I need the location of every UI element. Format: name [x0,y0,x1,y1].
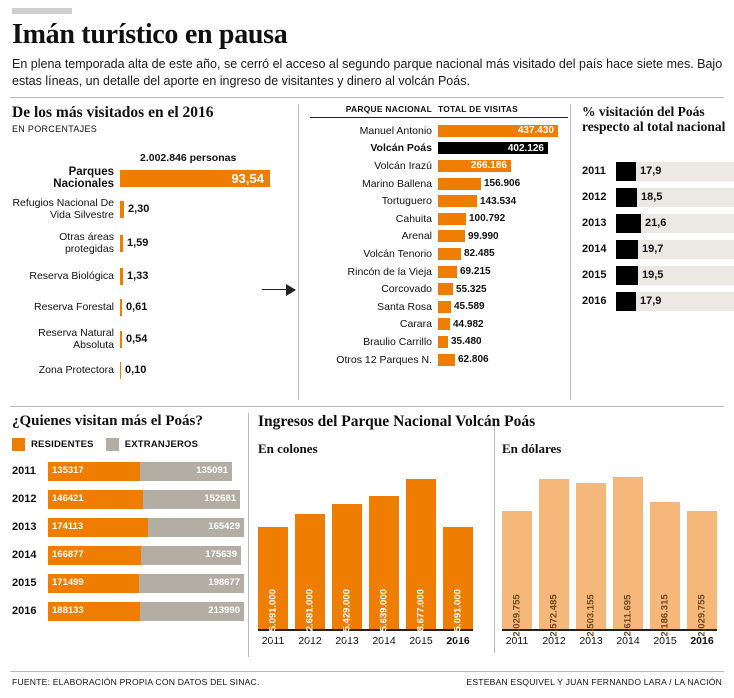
bar-row [582,184,734,210]
legend [12,438,244,451]
bar-value-residentes: 146421 [52,492,84,504]
bar-value: 2.029.755 [696,594,708,637]
panel-porcentajes [12,104,284,384]
bar-value: 2.503.155 [585,594,597,637]
bar-fill [120,201,124,218]
bar-fill [438,195,477,207]
table-row [310,298,568,316]
x-tick: 2011 [261,634,285,647]
bar-label: Volcán Irazú [374,159,432,172]
bar-row [582,210,734,236]
bar-row [582,158,734,184]
page-subtitle: En plena temporada alta de este año, se cerró el acceso al segundo parque nacional más visitado del país hace siete mes. Bajo estas líneas, un detalle del aporte en ingreso de visitantes y dinero al volcán Poás. [12,57,723,88]
stacked-bar [48,490,240,509]
bar-value: 156.906 [484,178,521,190]
bar-value: 55.325 [456,283,487,295]
table-row [310,228,568,246]
band-upper [10,104,724,404]
bar-row [12,226,284,260]
divider-vertical-2 [570,104,571,400]
footer [10,672,724,687]
x-tick: 2011 [505,634,529,647]
bar-track [616,162,734,181]
bar-row [12,485,244,513]
bar-segment-residentes [48,546,141,565]
bar-label: Reserva Forestal [34,301,114,313]
x-tick: 2014 [616,634,640,647]
arrow-icon [262,284,298,296]
bar-row [582,236,734,262]
panel-porcentajes-title: De los más visitados en el 2016 [12,104,214,121]
footer-source: FUENTE: ELABORACIÓN PROPIA CON DATOS DEL SINAC. [12,677,260,687]
bar-wrap [438,283,487,295]
bar-label: 2012 [12,493,37,505]
bar-value-extranjeros: 165429 [208,520,240,532]
panel-parques [310,104,568,368]
bar-wrap [438,178,520,190]
bar-value-residentes: 174113 [52,520,84,532]
bar-row [12,322,284,356]
table-row [310,192,568,210]
bar-label: Reserva Natural Absoluta [38,327,114,351]
table-row [310,210,568,228]
panel-visitacion-title: % visitación del Poás respecto al total nacional [582,104,726,134]
bar-value-extranjeros: 213990 [208,604,240,616]
table-row [310,122,568,140]
x-tick: 2013 [579,634,603,647]
bar-value: 2.029.755 [511,594,523,637]
bar-fill [438,283,453,295]
bar-label: Volcán Tenorio [363,247,432,260]
table-row [310,280,568,298]
bar-fill [616,162,636,181]
bar-row [582,262,734,288]
bar-wrap [438,336,482,348]
bar-segment-extranjeros [148,518,244,537]
bar-fill [120,331,122,348]
divider-middle [10,406,724,407]
table-row [310,351,568,369]
table-row [310,316,568,334]
bar-row [12,457,244,485]
bar-value: 2.611.695 [622,594,634,637]
bar-label: Braulio Carrillo [363,335,432,348]
bar-value: 99.990 [468,230,499,242]
bar-column [539,479,569,637]
bar-value: 45.589 [454,301,485,313]
bar-fill [616,214,641,233]
bar-fill [616,292,636,311]
bar-label: Rincón de la Vieja [347,265,432,278]
bar-value-residentes: 166877 [52,548,84,560]
bar-value: 82.485 [464,248,495,260]
bar-wrap [438,213,505,225]
panel-porcentajes-subtitle: EN PORCENTAJES [12,124,98,134]
legend-label-extranjeros: EXTRANJEROS [124,439,199,450]
bar-fill [502,511,532,637]
bar-fill [438,354,455,366]
bar-track [616,214,734,233]
bar-label: 2011 [12,465,36,477]
band-lower [10,413,724,665]
bar-label: Carara [399,318,432,331]
bar-label: Corcovado [381,283,432,296]
bar-value: 17,9 [640,294,662,307]
bar-label: Zona Protectora [38,364,114,376]
bar-value: 19,5 [642,268,664,281]
bar-label: Reserva Biológica [29,270,114,282]
bar-label: Tortuguero [381,195,432,208]
x-tick: 2014 [372,634,396,647]
stacked-bar [48,518,244,537]
bar-wrap [120,268,148,285]
stacked-bar [48,546,241,565]
bar-segment-residentes [48,490,143,509]
bar-fill [120,235,123,252]
bar-fill [438,301,451,313]
bar-fill [438,213,466,225]
bar-fill [438,318,450,330]
bar-segment-extranjeros [141,546,241,565]
bar-value: 18,5 [641,190,663,203]
table-row [310,333,568,351]
bar-value-residentes: 135317 [52,464,84,476]
bars-dolares [502,461,730,637]
bar-label: Volcán Poás [370,142,432,155]
bar-row [582,288,734,314]
bar-wrap [120,201,149,218]
bar-column [576,483,606,637]
chart-colones [258,441,486,647]
bar-label: Otras áreas protegidas [59,231,114,255]
bar-fill [650,502,680,637]
bar-value: 402.126 [507,142,544,154]
bar-value-extranjeros: 175639 [205,548,237,560]
bar-value: 44.982 [453,318,484,330]
bar-value-extranjeros: 135091 [196,464,228,476]
panel-visitacion [582,104,734,314]
bar-label: 2013 [12,521,37,533]
footer-credit: ESTEBAN ESQUIVEL Y JUAN FERNANDO LARA / LA NACIÓN [466,677,722,687]
bar-wrap [438,125,558,137]
bar-fill [120,268,123,285]
bar-label: Refugios Nacional De Vida Silvestre [12,197,114,221]
bar-segment-residentes [48,462,140,481]
bar-value-residentes: 188133 [52,604,84,616]
bar-fill [616,240,638,259]
divider-vertical-3 [248,413,249,657]
bar-fill [616,188,637,207]
panel-ingresos [258,413,734,647]
chart-dolares-subtitle: En dólares [502,441,562,456]
bar-value: 0,54 [126,333,148,345]
stacked-bar [48,462,232,481]
bar-label: 2014 [582,243,607,255]
bar-fill [613,477,643,637]
bar-wrap [438,195,516,207]
legend-label-residentes: RESIDENTES [31,439,94,450]
bar-label: 2011 [582,165,606,177]
bar-value: 135.091.000 [452,589,464,642]
bar-label: Parques Nacionales [53,166,114,190]
bar-row [12,541,244,569]
bar-row [12,513,244,541]
bar-column [650,502,680,637]
bar-value: 198.677.000 [415,589,427,642]
bar-column [502,511,532,637]
bar-value-residentes: 171499 [52,576,84,588]
bar-label: 2016 [12,605,37,617]
infographic-page [0,8,734,698]
table-header [310,104,568,118]
column-header-visitas: TOTAL DE VISITAS [438,104,519,114]
bar-fill [120,299,122,316]
bar-segment-extranjeros [139,574,244,593]
bar-row [12,192,284,226]
bar-wrap [120,331,147,348]
page-title: Imán turístico en pausa [12,19,288,50]
divider-top [10,97,724,98]
bar-wrap [438,354,489,366]
bar-fill [438,230,465,242]
x-axis [258,629,473,631]
bar-segment-residentes [48,518,148,537]
bar-row [12,569,244,597]
bar-value: 2.186.315 [659,594,671,637]
bar-label: Cahuita [395,212,432,225]
legend-swatch-residentes [12,438,25,451]
bar-wrap [120,235,148,252]
bar-fill [539,479,569,637]
bar-value: 266.186 [470,160,507,172]
bar-value: 17,9 [640,164,662,177]
column-header-parque: PARQUE NACIONAL [345,104,432,114]
x-axis [502,629,717,631]
table-row [310,263,568,281]
bar-label: Otros 12 Parques N. [336,353,432,366]
bar-value: 437.430 [517,125,554,137]
bar-wrap [438,142,548,154]
bar-segment-residentes [48,602,140,621]
annotation-personas: 2.002.846 personas [140,152,237,164]
bar-value: 2,30 [128,203,150,215]
bar-segment-residentes [48,574,139,593]
bar-fill [687,511,717,637]
bar-label: 2014 [12,549,37,561]
bar-wrap [438,301,485,313]
bar-label: 2012 [582,191,607,203]
bar-wrap [438,248,495,260]
bar-wrap [438,318,484,330]
panel-quienes-visitan [12,413,244,625]
bar-value: 19,7 [642,242,664,255]
bar-column [613,477,643,637]
bar-row [12,260,284,292]
bar-wrap [120,170,270,187]
bar-segment-extranjeros [143,490,240,509]
x-tick: 2012 [542,634,566,647]
bar-column [687,511,717,637]
bar-value: 0,61 [126,301,148,313]
bar-row [12,164,284,192]
bar-fill [120,362,121,379]
bar-label: Manuel Antonio [359,124,432,137]
bar-fill [616,266,638,285]
panel-ingresos-title: Ingresos del Parque Nacional Volcán Poás [258,413,536,430]
table-row [310,140,568,158]
bar-label: Arenal [401,230,432,243]
bar-value: 143.534 [480,195,517,207]
bar-value: 62.806 [458,354,489,366]
bar-label: 2015 [12,577,37,589]
bar-value: 21,6 [645,216,667,229]
table-row [310,157,568,175]
bar-value-extranjeros: 198677 [208,576,240,588]
bar-value: 175.639.000 [378,589,390,642]
bar-label: 2013 [582,217,607,229]
bar-wrap [438,266,491,278]
bar-label: Santa Rosa [377,300,432,313]
legend-swatch-extranjeros [106,438,119,451]
divider-vertical-1 [298,104,299,400]
bar-fill [438,248,461,260]
top-rule [12,8,72,14]
bar-track [616,240,734,259]
bar-track [616,266,734,285]
bar-value: 1,33 [127,270,149,282]
bar-value: 93,54 [231,170,264,186]
panel-quienes-title: ¿Quienes visitan más el Poás? [12,413,203,429]
bar-wrap [438,230,499,242]
bar-row [12,292,284,322]
stacked-bar [48,574,244,593]
x-tick: 2016 [690,634,714,647]
bar-value-extranjeros: 152681 [204,492,236,504]
bar-value: 165.429.000 [341,589,353,642]
bar-label: 2015 [582,269,607,281]
table-row [310,245,568,263]
bar-value: 69.215 [460,266,491,278]
x-tick: 2015 [409,634,433,647]
stacked-bar [48,602,244,621]
bar-value: 135.091.000 [267,589,279,642]
table-row [310,175,568,193]
charts-row [258,441,734,647]
bar-value: 152.681.000 [304,589,316,642]
bar-row [12,597,244,625]
bar-fill [438,178,481,190]
bar-label: 2016 [582,295,607,307]
bar-segment-extranjeros [140,602,244,621]
x-tick: 2013 [335,634,359,647]
x-tick: 2015 [653,634,677,647]
chart-dolares [502,441,730,647]
bar-value: 35.480 [451,336,482,348]
bar-track [616,292,734,311]
x-tick: 2016 [446,634,470,647]
bar-wrap [438,160,511,172]
bar-wrap [120,299,147,316]
bar-value: 100.792 [469,213,506,225]
bar-label: Marino Ballena [361,177,432,190]
bar-segment-extranjeros [140,462,232,481]
bar-row [12,356,284,384]
bar-value: 0,10 [125,364,147,376]
bar-track [616,188,734,207]
bar-fill [438,336,448,348]
x-tick: 2012 [298,634,322,647]
bar-fill [576,483,606,637]
bar-value: 1,59 [127,237,149,249]
bar-fill [438,266,457,278]
bar-wrap [120,362,146,379]
bar-value: 2.572.485 [548,594,560,637]
chart-colones-subtitle: En colones [258,441,318,456]
